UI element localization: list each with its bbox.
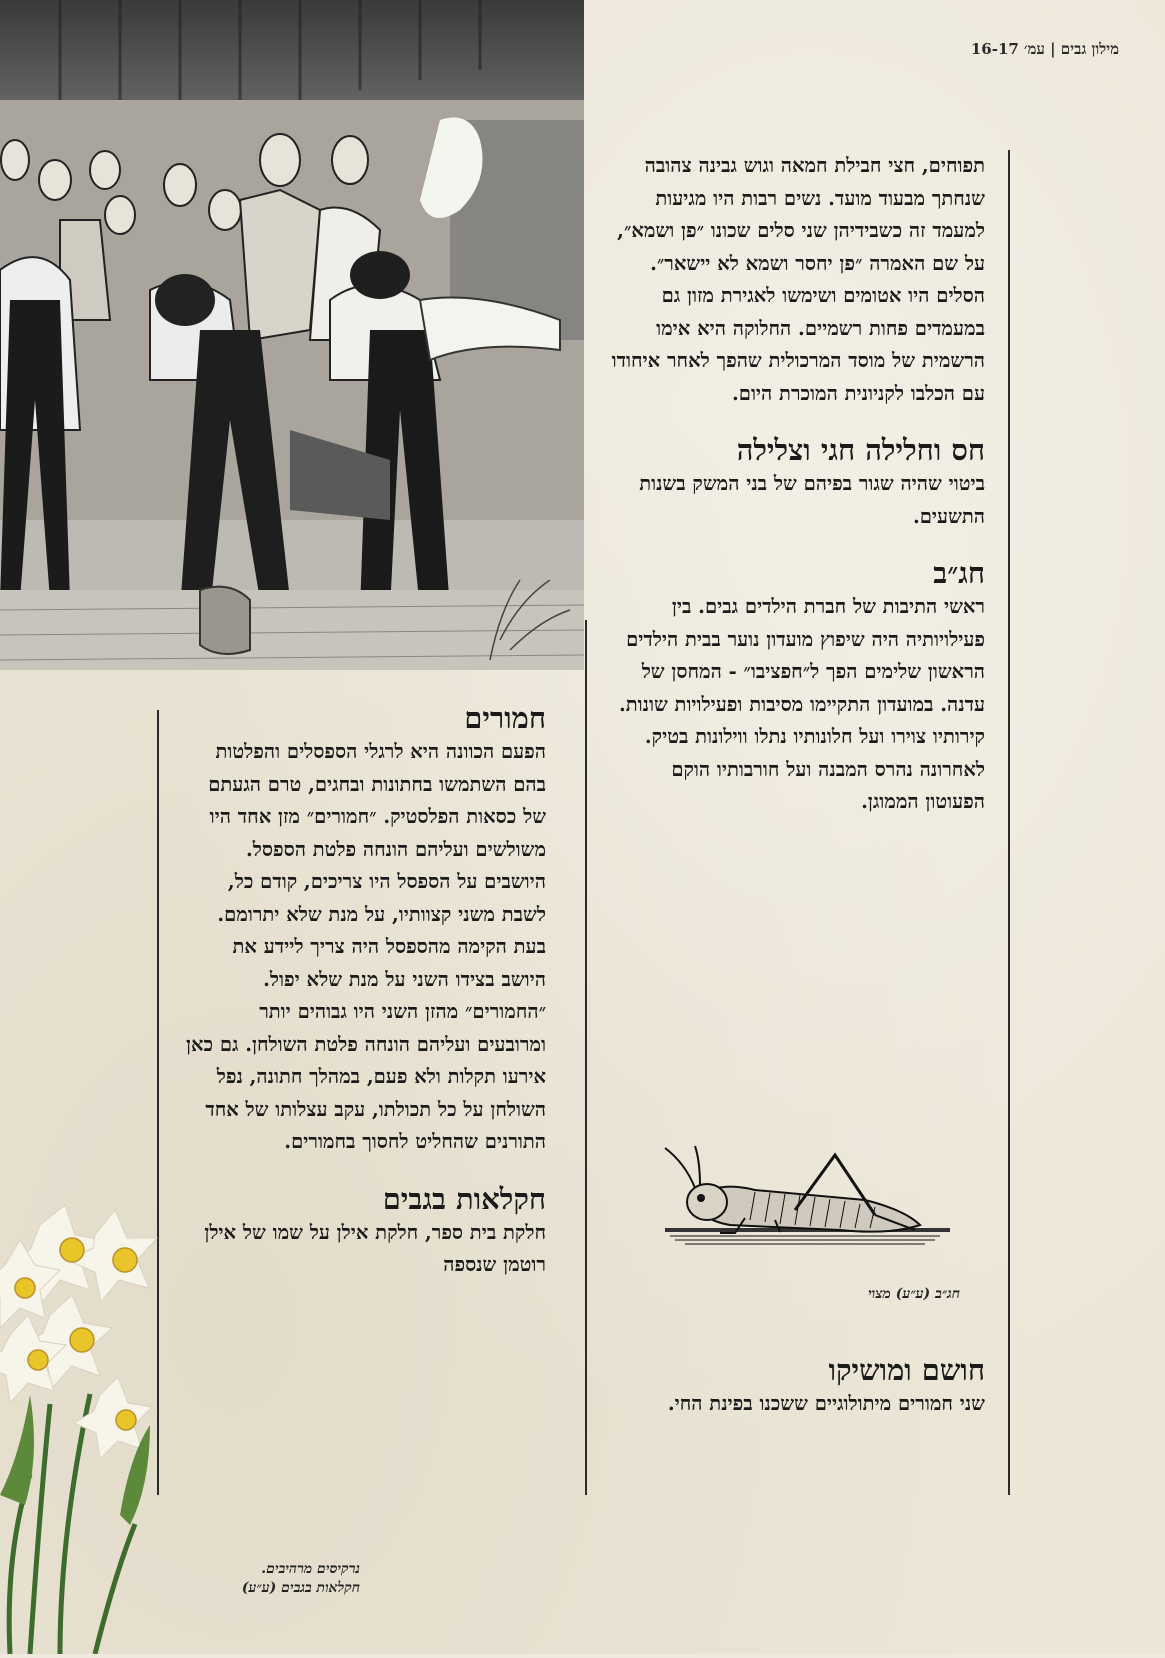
entry-title: חג״ב <box>933 556 985 590</box>
entry-title: חס וחלילה חגי וצלילה <box>736 433 985 467</box>
entry-text: ראשי התיבות של חברת הילדים גבים. בין פעילויותיה היה שיפוץ מועדון נוער בבית הילדים הראשון שלימים הפך ל״חפציבו״ - המחסן של עדנה. במועדון התקיימו מסיבות ופעילויות שונות. קירותיו צוירו ועל חלונותיו נתלו ווילונות בטיק. לאחרונה נהרס המבנה ועל חורבותיו הוקם הפעוטון הממוגן. <box>618 595 985 813</box>
grasshopper-illustration <box>655 1140 955 1275</box>
entry-title: חקלאות בגבים <box>382 1181 546 1216</box>
intro-paragraph: תפוחים, חצי חבילת חמאה וגוש גבינה צהובה שנחתך מבעוד מועד. נשים רבות היו מגיעות למעמד זה כשבידיהן שני סלים שכונו ״פן ושמא״, על שם האמרה ״פן יחסר ושמא לא יישאר״. הסלים היו אטומים ושימשו לאגירת מזון גם במעמדים פחות רשמיים. החלוקה היא אימו הרשמית של מוסד המרכולית שהפך לאחר איחודו עם הכלבו לקניונית המוכרת היום. <box>611 154 985 405</box>
daffodil-illustration <box>0 1195 160 1654</box>
entry-text: חלקת בית ספר, חלקת אילן על שמו של אילן רוטמן שנספה <box>204 1220 546 1276</box>
entry-text: הפעם הכוונה היא לרגלי הספסלים והפלטות בהם השתמשו בחתונות ובחגים, טרם הגעתם של כסאות הפלסטיק. ״חמורים״ מזן אחד היו משולשים ועליהם הונחה פלטת הספסל. היושבים על הספסל היו צריכים, קודם כל, לשבת משני קצוותיו, על מנת שלא יתרומם. בעת הקימה מהספסל היה צריך ליידע את היושב בצידו השני על מנת שלא יפול. ״החמורים״ מהזן השני היו גבוהים יותר ומרובעים ועליהם הונחה פלטת השולחן. גם כאן אירעו תקלות ולא פעם, במהלך חתונה, נפל השולחן על כל תכולתו, עקב עצלותו של אחד התורנים שהחליט לחסוך בחמורים. <box>186 740 546 1153</box>
flower-caption <box>150 1560 360 1598</box>
entry-title: חושם ומושיקו <box>828 1353 985 1387</box>
right-column-rule <box>1008 150 1010 1495</box>
flower-caption-line-1: נרקיסים מרהיבים. <box>261 1561 360 1577</box>
flower-caption-line-2: חקלאות בגבים (ע״ע) <box>241 1580 360 1596</box>
entry-title: חמורים <box>464 701 546 735</box>
left-column <box>186 700 546 1282</box>
right-column-bottom <box>610 1352 985 1421</box>
right-column <box>610 150 985 819</box>
center-column-rule <box>585 620 587 1495</box>
entry-text: שני חמורים מיתולוגיים ששכנו בפינת החי. <box>667 1392 985 1415</box>
page-header: מילון גבים | עמ׳ 16-17 <box>970 40 1119 58</box>
grasshopper-caption: חג״ב (ע״ע) מצוי <box>867 1286 960 1302</box>
dancers-photo <box>0 0 584 670</box>
entry-text: ביטוי שהיה שגור בפיהם של בני המשק בשנות התשעים. <box>639 472 985 528</box>
